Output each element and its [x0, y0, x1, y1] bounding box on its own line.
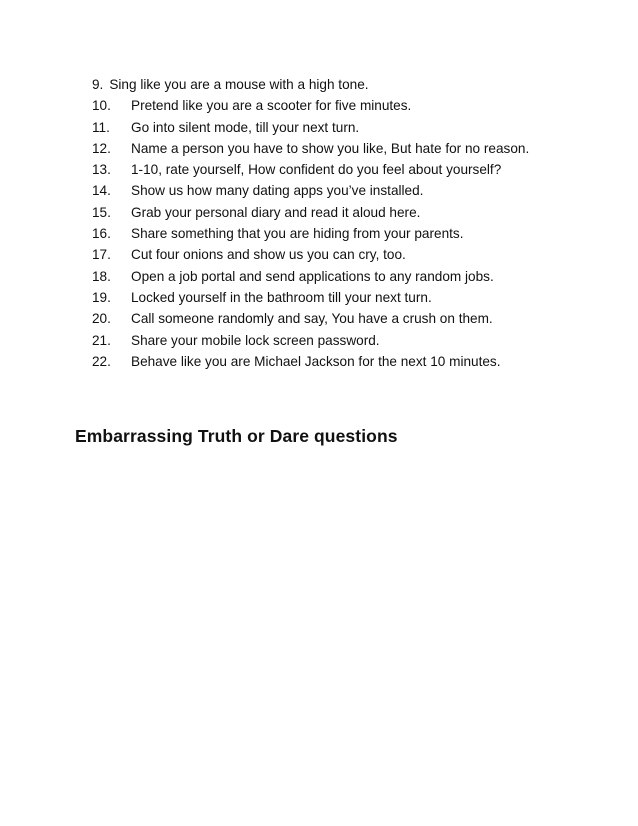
item-number: 17.	[92, 247, 111, 263]
list-item	[92, 202, 529, 223]
item-number: 14.	[92, 183, 111, 199]
item-text: Call someone randomly and say, You have a crush on them.	[131, 311, 493, 327]
item-text: Behave like you are Michael Jackson for the next 10 minutes.	[131, 353, 501, 369]
list-item	[92, 95, 529, 116]
list-item	[92, 266, 529, 287]
item-text: Share something that you are hiding from your parents.	[131, 226, 464, 242]
item-number: 16.	[92, 226, 111, 242]
list-item	[92, 351, 529, 372]
item-number: 15.	[92, 204, 111, 220]
item-number: 19.	[92, 289, 111, 305]
item-number: 12.	[92, 140, 111, 156]
item-text: 1-10, rate yourself, How confident do you feel about yourself?	[131, 162, 502, 178]
item-number: 10.	[92, 98, 111, 114]
list-item	[92, 159, 529, 180]
item-text: Sing like you are a mouse with a high tone.	[109, 77, 369, 92]
list-item	[92, 180, 529, 201]
section-heading: Embarrassing Truth or Dare questions	[75, 426, 398, 446]
item-text: Cut four onions and show us you can cry, too.	[131, 247, 406, 263]
item-text: Open a job portal and send applications to any random jobs.	[131, 268, 494, 284]
item-text: Name a person you have to show you like, But hate for no reason.	[131, 140, 530, 156]
list-item	[92, 223, 529, 244]
item-text: Pretend like you are a scooter for five minutes.	[131, 98, 412, 114]
item-number: 18.	[92, 268, 111, 284]
item-number: 13.	[92, 162, 111, 178]
item-text: Share your mobile lock screen password.	[131, 332, 380, 348]
item-number: 22.	[92, 353, 111, 369]
item-number: 20.	[92, 311, 111, 327]
list-item	[92, 244, 529, 265]
list-item	[92, 117, 529, 138]
item-number: 11.	[92, 119, 110, 135]
list-item	[92, 74, 529, 95]
item-text: Grab your personal diary and read it aloud here.	[131, 204, 421, 220]
list-item	[92, 308, 529, 329]
dare-list	[92, 74, 529, 372]
list-item	[92, 287, 529, 308]
item-text: Show us how many dating apps you’ve installed.	[131, 183, 424, 199]
item-number: 21.	[92, 332, 111, 348]
item-number: 9.	[92, 77, 104, 92]
item-text: Go into silent mode, till your next turn.	[131, 119, 360, 135]
list-item	[92, 138, 529, 159]
item-text: Locked yourself in the bathroom till your next turn.	[131, 289, 432, 305]
list-item	[92, 330, 529, 351]
